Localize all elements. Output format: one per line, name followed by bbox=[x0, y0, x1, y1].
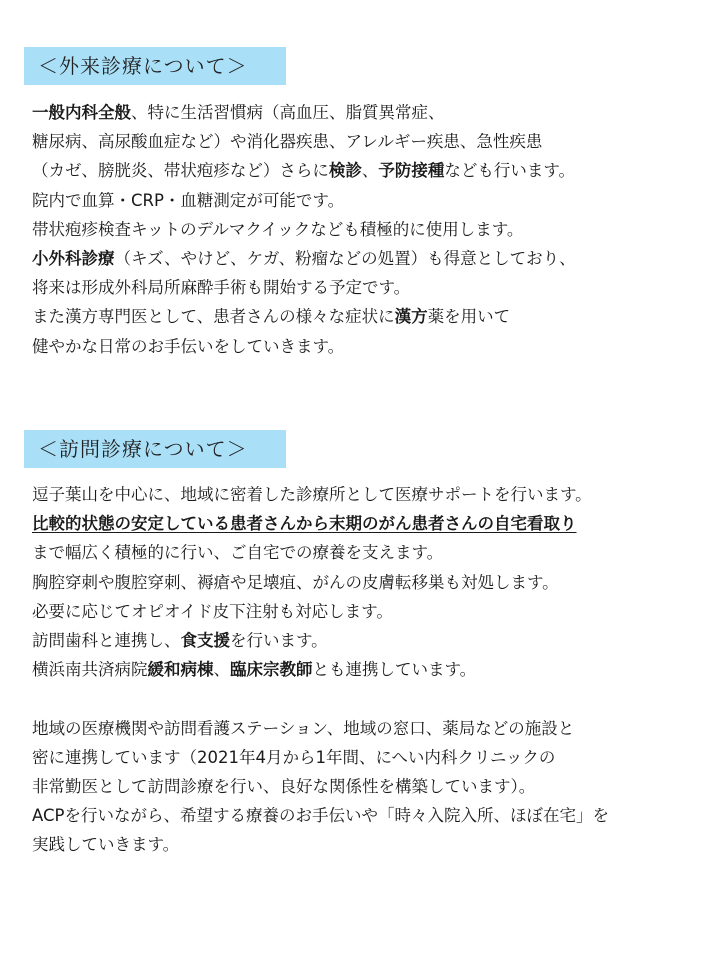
text-run: を行います。 bbox=[230, 630, 328, 650]
text-line bbox=[32, 215, 702, 244]
text-line bbox=[32, 626, 702, 655]
text-run: 密に連携しています（2021年4月から1年間、にへい内科クリニックの bbox=[32, 747, 556, 767]
text-line bbox=[32, 714, 702, 743]
text-line bbox=[32, 772, 702, 801]
text-run: 院内で血算・CRP・血糖測定が可能です。 bbox=[32, 190, 345, 210]
text-line bbox=[32, 98, 702, 127]
text-run: 、 bbox=[213, 660, 230, 680]
emphasis-text: 検診 bbox=[328, 161, 362, 181]
text-run: また漢方専門医として、患者さんの様々な症状に bbox=[32, 307, 395, 327]
text-line bbox=[32, 830, 702, 859]
text-run: 、 bbox=[361, 161, 379, 181]
outpatient-body bbox=[32, 98, 702, 361]
text-run: 健やかな日常のお手伝いをしていきます。 bbox=[32, 336, 345, 356]
text-line bbox=[32, 186, 702, 215]
text-run: 地域の医療機関や訪問看護ステーション、地域の窓口、薬局などの施設と bbox=[32, 718, 575, 738]
blank-line bbox=[32, 684, 702, 713]
text-run: 逗子葉山を中心に、地域に密着した診療所として医療サポートを行います。 bbox=[32, 485, 592, 504]
emphasis-text: 食支援 bbox=[180, 630, 230, 650]
text-run: 将来は形成外科局所麻酔手術も開始する予定です。 bbox=[32, 278, 411, 298]
text-run: 訪問歯科と連携し、 bbox=[32, 630, 181, 650]
text-run: （キズ、やけど、ケガ、粉瘤などの処置）も得意としており、 bbox=[114, 248, 576, 268]
text-run: 薬を用いて bbox=[427, 307, 511, 327]
text-line bbox=[32, 273, 702, 302]
text-line bbox=[32, 127, 702, 156]
emphasis-text: 予防接種 bbox=[378, 161, 445, 181]
text-line bbox=[32, 302, 702, 331]
text-run: とも連携しています。 bbox=[312, 660, 477, 680]
text-run: 胸腔穿刺や腹腔穿刺、褥瘡や足壊疽、がんの皮膚転移巣も対処します。 bbox=[32, 572, 559, 592]
text-line bbox=[32, 509, 702, 538]
text-run: 実践していきます。 bbox=[32, 835, 180, 855]
text-line bbox=[32, 156, 702, 185]
emphasis-text: 緩和病棟 bbox=[147, 660, 214, 680]
text-line bbox=[32, 480, 702, 509]
text-run: 横浜南共済病院 bbox=[32, 660, 148, 680]
text-line bbox=[32, 244, 702, 273]
text-line bbox=[32, 568, 702, 597]
text-line bbox=[32, 655, 702, 684]
text-run: ACPを行いながら、希望する療養のお手伝いや「時々入院入所、ほぼ在宅」を bbox=[32, 806, 609, 826]
emphasis-text: 漢方 bbox=[394, 307, 428, 327]
text-line bbox=[32, 801, 702, 830]
text-run: （カゼ、膀胱炎、帯状疱疹など）さらに bbox=[32, 161, 329, 181]
text-run: なども行います。 bbox=[444, 161, 576, 181]
emphasis-text: 一般内科全般 bbox=[32, 103, 131, 122]
text-line bbox=[32, 743, 702, 772]
text-run: 糖尿病、高尿酸血症など）や消化器疾患、アレルギー疾患、急性疾患 bbox=[32, 132, 543, 152]
text-run: 、特に生活習慣病（高血圧、脂質異常症、 bbox=[131, 103, 445, 122]
text-run: まで幅広く積極的に行い、ご自宅での療養を支えます。 bbox=[32, 543, 444, 563]
text-run: 帯状疱疹検査キットのデルマクイックなども積極的に使用します。 bbox=[32, 219, 524, 239]
emphasis-text: 小外科診療 bbox=[32, 248, 115, 268]
emphasis-text: 比較的状態の安定している患者さんから末期のがん患者さんの自宅看取り bbox=[32, 514, 577, 534]
text-line bbox=[32, 597, 702, 626]
outpatient-heading: ＜外来診療について＞ bbox=[24, 47, 286, 85]
text-run: 必要に応じてオピオイド皮下注射も対応します。 bbox=[32, 601, 393, 621]
text-line bbox=[32, 332, 702, 361]
emphasis-text: 臨床宗教師 bbox=[230, 660, 313, 680]
text-run: 非常勤医として訪問診療を行い、良好な関係性を構築しています）。 bbox=[32, 776, 536, 796]
home-visit-heading: ＜訪問診療について＞ bbox=[24, 430, 286, 468]
home-visit-body bbox=[32, 480, 702, 859]
text-line bbox=[32, 538, 702, 567]
